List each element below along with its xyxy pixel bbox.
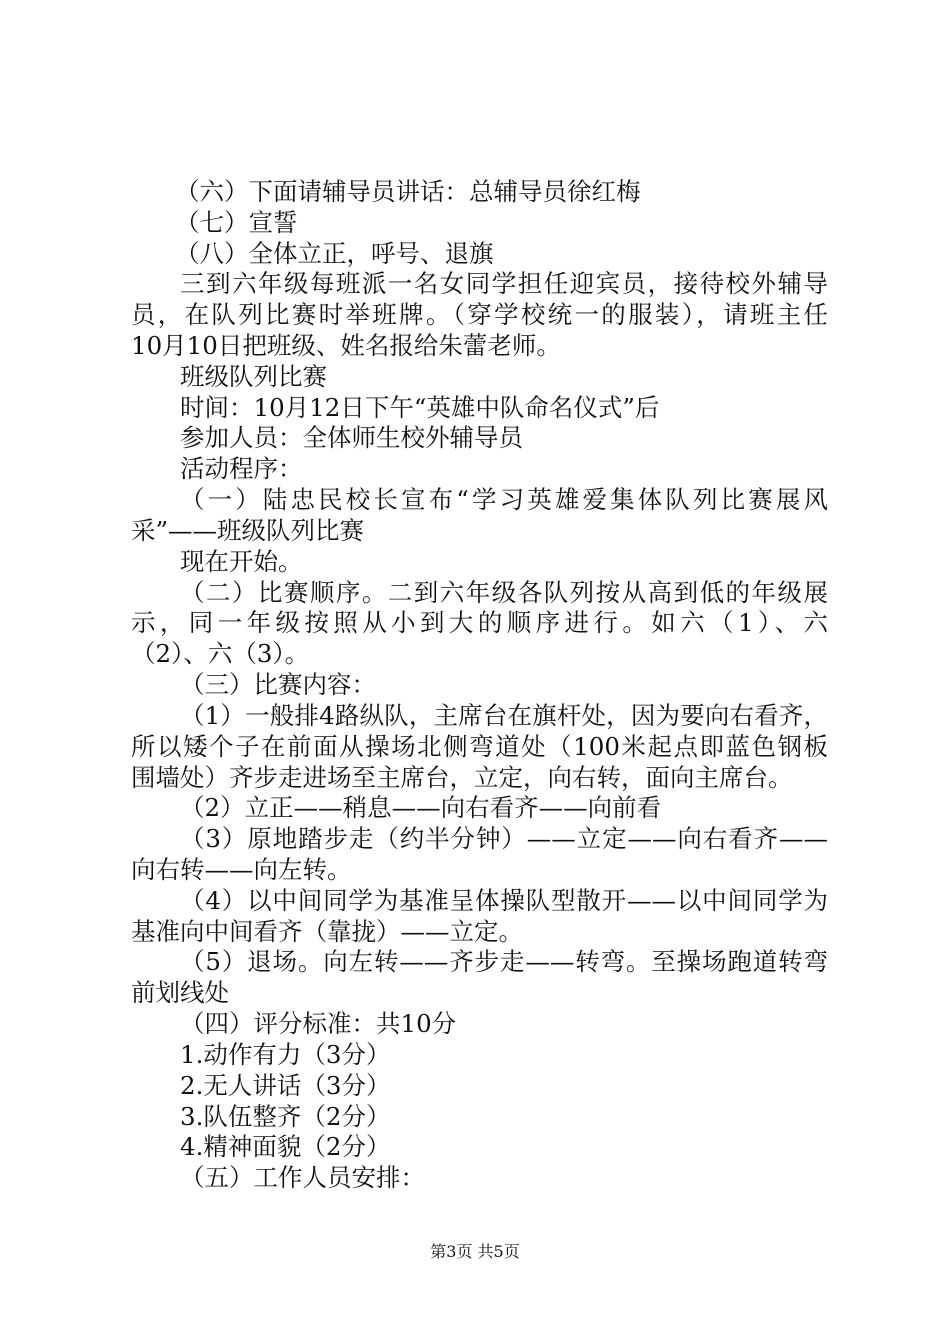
body-line: 围墙处）齐步走进场至主席台，立定，向右转，面向主席台。 xyxy=(131,763,793,792)
body-line: 基准向中间看齐（靠拢）——立定。 xyxy=(131,917,523,946)
body-line: 示，同一年级按照从小到大的顺序进行。如六（1）、六 xyxy=(131,608,828,637)
page-footer: 第3页 共5页 xyxy=(430,1242,520,1261)
list-item: 3.队伍整齐（2分） xyxy=(180,1102,391,1131)
body-line: （一）陆忠民校长宣布“学习英雄爱集体队列比赛展风 xyxy=(180,485,828,514)
body-line: （三）比赛内容： xyxy=(180,670,376,699)
body-line: （二）比赛顺序。二到六年级各队列按从高到低的年级展 xyxy=(180,578,828,607)
body-line: （4）以中间同学为基准呈体操队型散开——以中间同学为 xyxy=(180,886,828,915)
body-line: 时间：10月12日下午“英雄中队命名仪式”后 xyxy=(180,393,660,422)
body-line: （八）全体立正，呼号、退旗 xyxy=(175,239,494,268)
section-heading: 班级队列比赛 xyxy=(180,362,327,391)
body-line: 三到六年级每班派一名女同学担任迎宾员，接待校外辅导 xyxy=(180,269,828,298)
body-line: 员，在队列比赛时举班牌。（穿学校统一的服装），请班主任 xyxy=(131,300,828,329)
body-line: 向右转——向左转。 xyxy=(131,855,352,884)
list-item: 4.精神面貌（2分） xyxy=(180,1132,391,1161)
body-line: （2）、六（3）。 xyxy=(131,639,310,668)
body-line: （四）评分标准：共10分 xyxy=(180,1009,457,1038)
body-line: （3）原地踏步走（约半分钟）——立定——向右看齐—— xyxy=(180,824,828,853)
body-line: （2）立正——稍息——向右看齐——向前看 xyxy=(180,793,662,822)
body-line: 参加人员：全体师生校外辅导员 xyxy=(180,423,523,452)
body-line: （五）工作人员安排： xyxy=(180,1163,425,1192)
body-line: 所以矮个子在前面从操场北侧弯道处（100米起点即蓝色钢板 xyxy=(131,732,828,761)
body-line: 采”——班级队列比赛 xyxy=(131,516,365,545)
body-line: （六）下面请辅导员讲话：总辅导员徐红梅 xyxy=(175,177,641,206)
list-item: 1.动作有力（3分） xyxy=(180,1040,391,1069)
body-line: 活动程序： xyxy=(180,454,303,483)
body-line: （1）一般排4路纵队，主席台在旗杆处，因为要向右看齐， xyxy=(180,701,828,730)
list-item: 2.无人讲话（3分） xyxy=(180,1071,391,1100)
body-line: 10月10日把班级、姓名报给朱蕾老师。 xyxy=(131,331,561,360)
body-line: （5）退场。向左转——齐步走——转弯。至操场跑道转弯 xyxy=(180,947,828,976)
body-line: 前划线处 xyxy=(131,978,229,1007)
body-line: 现在开始。 xyxy=(180,547,303,576)
body-line: （七）宣誓 xyxy=(175,208,298,237)
